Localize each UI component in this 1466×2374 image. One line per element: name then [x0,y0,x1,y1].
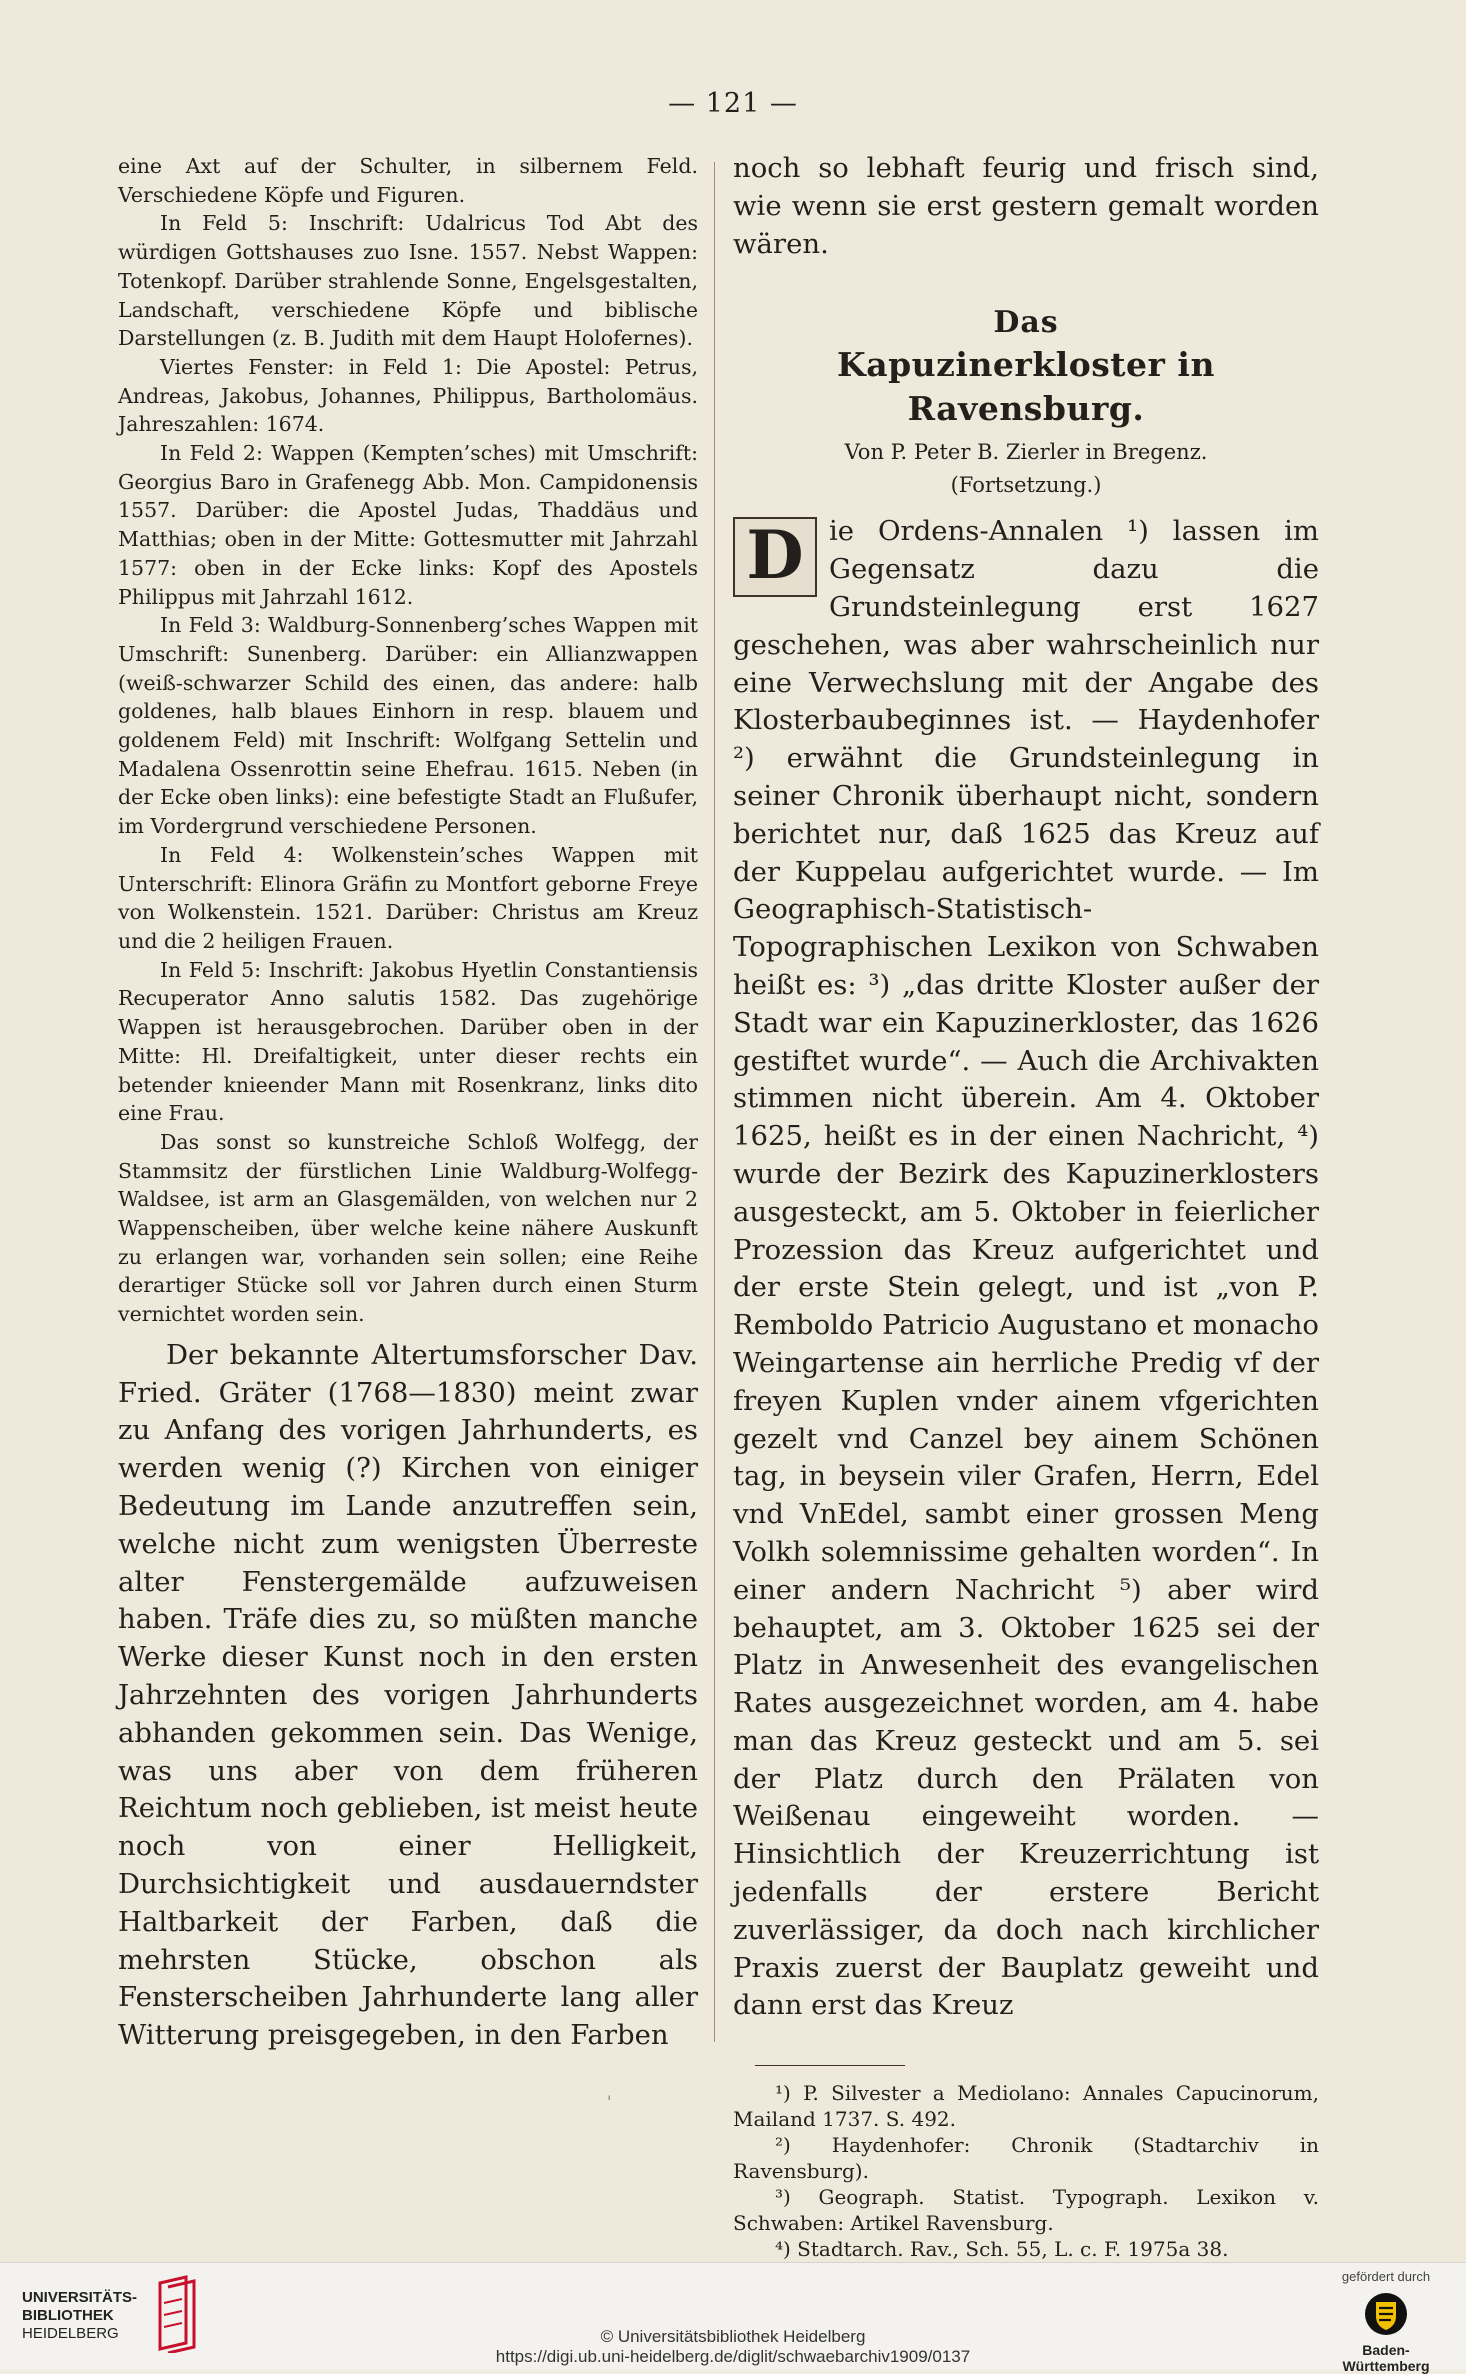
paragraph: Viertes Fenster: in Feld 1: Die Apostel: Petrus, Andreas, Jakobus, Johannes, Philippus, Bartholomäus. Jahreszahlen: 1674. [118,354,698,437]
footnote: ²) Haydenhofer: Chronik (Stadtarchiv in Ravensburg). [733,2133,1319,2184]
paragraph: Der bekannte Altertumsforscher Dav. Fried. Gräter (1768—1830) meint zwar zu Anfang des vorigen Jahrhunderts, es werden wenig (?) Kirchen von einiger Bedeutung im Lande anzutreffen sein, welche nicht zum wenigsten Überreste alter Fenstergemälde aufzuweisen haben. Träfe dies zu, so müßten manche Werke dieser Kunst noch in den ersten Jahrzehnten des vorigen Jahrhunderts abhanden gekommen sein. Das Wenige, was uns aber von dem früheren Reichtum noch geblieben, ist meist heute noch von einer Helligkeit, Durchsichtigkeit und ausdauerndster Haltbarkeit der Farben, daß die mehrsten Stücke, obschon als Fensterscheiben Jahrhunderte lang aller Witterung preisgegeben, in den Farben [118,1338,698,2052]
paragraph: noch so lebhaft feurig und frisch sind, wie wenn sie erst gestern gemalt worden wären. [733,152,1319,260]
left-column [118,152,698,2055]
paragraph: In Feld 2: Wappen (Kempten’sches) mit Umschrift: Georgius Baro in Grafenegg Abb. Mon. Campidonensis 1557. Darüber: die Apostel Judas, Thaddäus und Matthias; oben in der Mitte: Gottesmutter mit Jahrzahl 1577: oben in der Ecke links: Kopf des Apostels Philippus mit Jahrzahl 1612. [118,441,698,609]
right-column [733,150,1319,2288]
paragraph: In Feld 5: Inschrift: Jakobus Hyetlin Constantiensis Recuperator Anno salutis 1582. Das zugehörige Wappen ist herausgebrochen. Darüber oben in der Mitte: Hl. Dreifaltigkeit, unter dieser rechts ein betender knieender Mann mit Rosenkranz, links dito eine Frau. [118,957,698,1126]
footnotes [733,2080,1319,2288]
footnote: ¹) P. Silvester a Mediolano: Annales Capucinorum, Mailand 1737. S. 492. [733,2081,1319,2132]
article-continuation: (Fortsetzung.) [950,473,1102,498]
page-number: — 121 — [668,88,798,119]
pencil-mark: ' [607,2092,612,2111]
article-body [733,513,1319,2025]
library-name-line2: BIBLIOTHEK [22,2307,114,2324]
footer-credits [0,2327,1466,2367]
article-title-line2: Kapuzinerkloster in Ravensburg. [837,345,1215,429]
footnote: ³) Geograph. Statist. Typograph. Lexikon v. Schwaben: Artikel Ravensburg. [733,2185,1319,2236]
copyright-text: © Universitätsbibliothek Heidelberg [600,2327,866,2346]
footnote-separator [755,2065,905,2066]
state-crest-icon [1362,2290,1410,2338]
paragraph: In Feld 4: Wolkenstein’sches Wappen mit Unterschrift: Elinora Gräfin zu Montfort geborne Freye von Wolkenstein. 1521. Darüber: Christus am Kreuz und die 2 heiligen Frauen. [118,842,698,953]
funder-name: Baden-Württemberg [1342,2342,1430,2374]
left-large-text [118,1337,698,2055]
footnote: ⁴) Stadtarch. Rav., Sch. 55, L. c. F. 1975a 38. [775,2237,1229,2262]
funded-by-label: gefördert durch [1341,2269,1431,2284]
left-small-text [118,152,698,1329]
paragraph: In Feld 3: Waldburg-Sonnenberg’sches Wappen mit Umschrift: Sunenberg. Darüber: ein Allianzwappen (weiß-schwarzer Schild des einen, das andere: halb goldenes, halb blaues Einhorn in resp. blauem und goldenem Feld) mit Inschrift: Wolfgang Settelin und Madalena Ossenrottin seine Ehefrau. 1615. Neben (in der Ecke oben links): eine befestigte Stadt an Flußufer, im Vordergrund verschiedene Personen. [118,613,698,839]
drop-cap: D [733,517,817,597]
library-name-line3: HEIDELBERG [22,2325,119,2342]
source-url-link[interactable]: https://digi.ub.uni-heidelberg.de/diglit/schwaebarchiv1909/0137 [495,2347,971,2366]
paragraph: eine Axt auf der Schulter, in silbernem Feld. Verschiedene Köpfe und Figuren. [118,154,698,207]
article-author: Von P. Peter B. Zierler in Bregenz. [844,440,1208,465]
paragraph: In Feld 5: Inschrift: Udalricus Tod Abt des würdigen Gottshauses zuo Isne. 1557. Nebst Wappen: Totenkopf. Darüber strahlende Sonne, Engelsgestalten, Landschaft, verschiedene Köpfe und biblische Darstellungen (z. B. Judith mit dem Haupt Holofernes). [118,211,698,351]
footer-bar [0,2262,1466,2374]
paragraph: ie Ordens-Annalen ¹) lassen im Gegensatz dazu die Grundsteinlegung erst 1627 geschehen, was aber wahrscheinlich nur eine Verwechslung mit der Angabe des Klosterbaubeginnes ist. — Haydenhofer ²) erwähnt die Grundsteinlegung in seiner Chronik überhaupt nicht, sondern berichtet nur, daß 1625 das Kreuz auf der Kuppelau aufgerichtet wurde. — Im Geographisch-Statistisch-Topographischen Lexikon von Schwaben heißt es: ³) „das dritte Kloster außer der Stadt war ein Kapuzinerkloster, das 1626 gestiftet wurde“. — Auch die Archivakten stimmen nicht überein. Am 4. Oktober 1625, heißt es in der einen Nachricht, ⁴) wurde der Bezirk des Kapuzinerklosters ausgesteckt, am 5. Oktober in feierlicher Prozession das Kreuz aufgerichtet und der erste Stein gelegt, und ist „von P. Remboldo Patricio Augustano et monacho Weingartense ain herrliche Predig vf der freyen Kuplen vnder ainem vfgerichten gezelt vnd Canzel bey ainem Schönen tag, in beysein viler Grafen, Herrn, Edel vnd VnEdel, sambt einer grossen Meng Volkh solemnissime gehalten worden“. In einer andern Nachricht ⁵) aber wird behauptet, am 3. Oktober 1625 sei der Platz in Anwesenheit des evangelischen Rates ausgezeichnet worden, am 4. habe man das Kreuz gesteckt und am 5. sei der Platz durch den Prälaten von Weißenau eingeweiht worden. — Hinsichtlich der Kreuzerrichtung ist jedenfalls der erstere Bericht zuverlässiger, da doch nach kirchlicher Praxis zuerst der Bauplatz geweiht und dann erst das Kreuz [733,515,1319,2022]
article-header [733,303,1319,501]
paragraph: Das sonst so kunstreiche Schloß Wolfegg, der Stammsitz der fürstlichen Linie Waldburg-Wolfegg-Waldsee, ist arm an Glasgemälden, von welchen nur 2 Wappenscheiben, über welche keine nähere Auskunft zu erlangen war, vorhanden sein sollen; eine Reihe derartiger Stücke soll vor Jahren durch einen Sturm vernichtet worden sein. [118,1129,698,1327]
funder-block [1326,2269,1446,2374]
column-divider [714,162,715,2042]
article-title-line1: Das [993,305,1059,341]
library-name-line1: UNIVERSITÄTS- [22,2289,138,2306]
